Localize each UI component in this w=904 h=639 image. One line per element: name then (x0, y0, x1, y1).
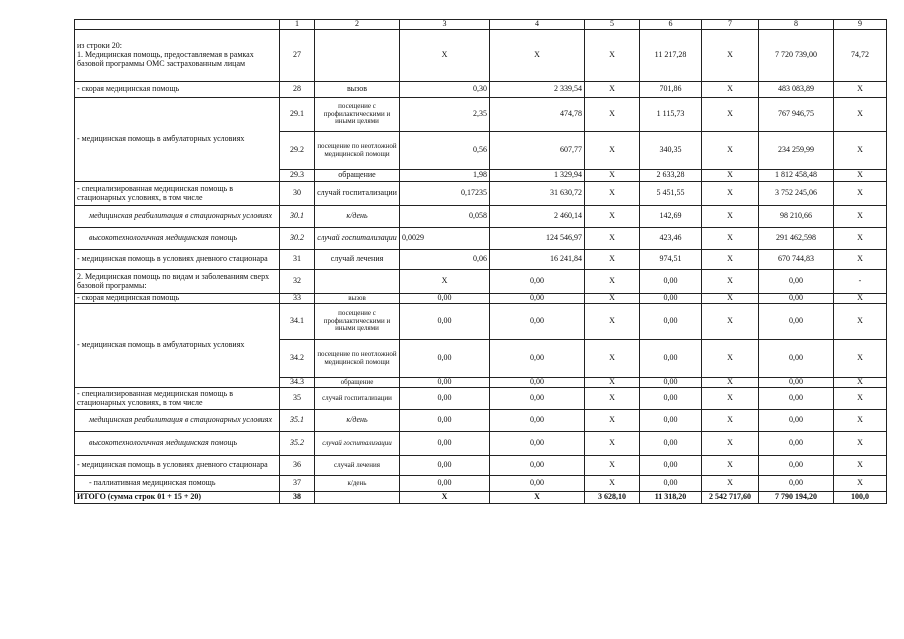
table-cell: X (702, 98, 759, 132)
header-cell: 6 (640, 20, 702, 30)
row-label: - скорая медицинская помощь (75, 82, 280, 98)
table-cell: 0,00 (400, 340, 490, 378)
table-cell: 3 628,10 (585, 492, 640, 504)
table-cell: 34.2 (280, 340, 315, 378)
table-row (75, 82, 887, 98)
table-cell: X (702, 206, 759, 228)
table-cell: X (585, 270, 640, 294)
table-cell: 0,00 (640, 476, 702, 492)
table-cell: X (702, 304, 759, 340)
table-cell: 98 210,66 (759, 206, 834, 228)
table-cell: 0,00 (490, 388, 585, 410)
table-cell: 0,00 (640, 340, 702, 378)
row-label: - медицинская помощь в амбулаторных условиях (75, 98, 280, 182)
table-cell: 0,00 (490, 476, 585, 492)
table-cell: 0,00 (490, 340, 585, 378)
table-cell: 340,35 (640, 132, 702, 170)
table-cell: 0,17235 (400, 182, 490, 206)
table-cell: 2 633,28 (640, 170, 702, 182)
table-cell: 124 546,97 (490, 228, 585, 250)
table-cell: 0,00 (640, 410, 702, 432)
table-cell (315, 492, 400, 504)
row-label: медицинская реабилитация в стационарных условиях (75, 410, 280, 432)
table-cell: 0,00 (759, 270, 834, 294)
table-cell: X (585, 170, 640, 182)
table-cell: X (702, 170, 759, 182)
table-cell (315, 270, 400, 294)
table-cell: X (834, 456, 887, 476)
table-cell: к/день (315, 410, 400, 432)
table-cell: 7 720 739,00 (759, 30, 834, 82)
table-row (75, 304, 887, 340)
table-cell: посещение по неотложной медицинской помощи (315, 340, 400, 378)
table-cell: 38 (280, 492, 315, 504)
table-cell: к/день (315, 206, 400, 228)
table-cell: X (702, 340, 759, 378)
table-cell: 36 (280, 456, 315, 476)
table-cell: X (585, 378, 640, 388)
table-cell: 30.2 (280, 228, 315, 250)
table-cell: X (702, 388, 759, 410)
row-label: - паллиативная медицинская помощь (75, 476, 280, 492)
table-cell: X (702, 432, 759, 456)
table-cell: 35.2 (280, 432, 315, 456)
table-cell: X (585, 182, 640, 206)
row-label: - медицинская помощь в условиях дневного стационара (75, 250, 280, 270)
table-cell: 1,98 (400, 170, 490, 182)
table-cell: 30 (280, 182, 315, 206)
table-cell: X (585, 340, 640, 378)
table-cell: 0,0029 (400, 228, 490, 250)
table-row (75, 228, 887, 250)
table-cell: X (702, 294, 759, 304)
table-cell: 0,00 (640, 456, 702, 476)
data-table (74, 19, 887, 504)
header-cell: 2 (315, 20, 400, 30)
table-cell: случай госпитализации (315, 388, 400, 410)
table-cell: 0,30 (400, 82, 490, 98)
table-cell: X (400, 30, 490, 82)
table-cell: 0,00 (640, 388, 702, 410)
header-row (75, 20, 887, 30)
table-cell: X (585, 294, 640, 304)
row-label: - скорая медицинская помощь (75, 294, 280, 304)
table-cell: 29.1 (280, 98, 315, 132)
table-cell: X (834, 432, 887, 456)
table-cell: X (834, 476, 887, 492)
table-cell: X (834, 410, 887, 432)
table-cell: 670 744,83 (759, 250, 834, 270)
table-cell: X (702, 30, 759, 82)
table-cell: 31 (280, 250, 315, 270)
table-cell: случай госпитализации (315, 432, 400, 456)
table-cell: посещение с профилактическими и иными целями (315, 98, 400, 132)
table-cell: 27 (280, 30, 315, 82)
table-cell: 142,69 (640, 206, 702, 228)
table-row (75, 432, 887, 456)
table-cell: X (702, 228, 759, 250)
table-cell: 11 318,20 (640, 492, 702, 504)
table-cell: X (834, 182, 887, 206)
table-cell: 0,00 (759, 294, 834, 304)
table-cell: X (702, 182, 759, 206)
row-label: - специализированная медицинская помощь в стационарных условиях, в том числе (75, 182, 280, 206)
table-cell: X (834, 304, 887, 340)
row-label: высокотехнологичная медицинская помощь (75, 228, 280, 250)
table-cell: 0,00 (640, 378, 702, 388)
table-row (75, 98, 887, 132)
table-cell: 974,51 (640, 250, 702, 270)
table-cell: случай лечения (315, 456, 400, 476)
table-cell: 2,35 (400, 98, 490, 132)
table-cell: 483 083,89 (759, 82, 834, 98)
table-cell: 2 339,54 (490, 82, 585, 98)
table-cell: 0,00 (640, 304, 702, 340)
table-cell: 0,00 (400, 388, 490, 410)
table-cell: 0,00 (400, 456, 490, 476)
table-cell: к/день (315, 476, 400, 492)
table-cell: посещение по неотложной медицинской помощи (315, 132, 400, 170)
table-cell: 2 542 717,60 (702, 492, 759, 504)
table-cell: X (834, 388, 887, 410)
table-row (75, 456, 887, 476)
table-cell: вызов (315, 82, 400, 98)
table-cell: 32 (280, 270, 315, 294)
table-cell: 1 115,73 (640, 98, 702, 132)
table-cell: X (585, 30, 640, 82)
table-cell: посещение с профилактическими и иными целями (315, 304, 400, 340)
table-cell: X (585, 228, 640, 250)
table-cell: 0,00 (759, 340, 834, 378)
table-cell: 0,00 (490, 410, 585, 432)
table-cell: 29.3 (280, 170, 315, 182)
table-cell: X (702, 270, 759, 294)
table-cell: 0,00 (400, 304, 490, 340)
table-cell: 74,72 (834, 30, 887, 82)
table-row (75, 476, 887, 492)
table-cell: 37 (280, 476, 315, 492)
table-cell: X (834, 378, 887, 388)
table-cell: 0,00 (759, 388, 834, 410)
table-cell: 31 630,72 (490, 182, 585, 206)
table-cell: X (585, 82, 640, 98)
table-cell: 28 (280, 82, 315, 98)
table-cell: 1 812 458,48 (759, 170, 834, 182)
table-cell: 701,86 (640, 82, 702, 98)
table-cell: 35.1 (280, 410, 315, 432)
table-cell: обращение (315, 378, 400, 388)
table-cell: случай лечения (315, 250, 400, 270)
table-row (75, 206, 887, 228)
table-row (75, 182, 887, 206)
table-cell: X (834, 82, 887, 98)
table-cell: случай госпитализации (315, 228, 400, 250)
table-cell: 607,77 (490, 132, 585, 170)
table-cell: X (585, 304, 640, 340)
table-cell: 0,00 (400, 378, 490, 388)
header-cell: 5 (585, 20, 640, 30)
table-cell: 0,00 (640, 294, 702, 304)
table-cell: 1 329,94 (490, 170, 585, 182)
row-label: ИТОГО (сумма строк 01 + 15 + 20) (75, 492, 280, 504)
table-cell: 0,00 (759, 476, 834, 492)
table-cell: 2 460,14 (490, 206, 585, 228)
row-label: из строки 20: 1. Медицинская помощь, предоставляемая в рамках базовой программы ОМС застрахованным лицам (75, 30, 280, 82)
table-cell: X (585, 476, 640, 492)
table-cell: X (400, 270, 490, 294)
table-cell: X (834, 98, 887, 132)
table-row (75, 294, 887, 304)
table-cell: случай госпитализации (315, 182, 400, 206)
table-cell: 0,00 (490, 294, 585, 304)
table-cell: 0,00 (400, 432, 490, 456)
table-row (75, 250, 887, 270)
table-cell: 11 217,28 (640, 30, 702, 82)
table-cell: X (490, 492, 585, 504)
table-cell: 0,00 (759, 410, 834, 432)
row-label: - медицинская помощь в условиях дневного стационара (75, 456, 280, 476)
table-cell: X (834, 294, 887, 304)
table-cell: X (702, 410, 759, 432)
table-cell: 0,00 (759, 432, 834, 456)
table-cell: 474,78 (490, 98, 585, 132)
table-row (75, 30, 887, 82)
table-cell: обращение (315, 170, 400, 182)
table-cell: 0,00 (490, 456, 585, 476)
table-cell: 16 241,84 (490, 250, 585, 270)
table-cell: 0,00 (640, 432, 702, 456)
table-cell: 35 (280, 388, 315, 410)
row-label: - специализированная медицинская помощь в стационарных условиях, в том числе (75, 388, 280, 410)
table-cell: 0,00 (400, 476, 490, 492)
table-cell: X (702, 132, 759, 170)
table-cell: X (585, 456, 640, 476)
table-cell: 0,00 (759, 304, 834, 340)
table-cell: 3 752 245,06 (759, 182, 834, 206)
table-cell: 234 259,99 (759, 132, 834, 170)
table-cell: 0,00 (490, 378, 585, 388)
table-cell: 30.1 (280, 206, 315, 228)
table-cell: 0,058 (400, 206, 490, 228)
table-row (75, 270, 887, 294)
table-cell: 767 946,75 (759, 98, 834, 132)
table-cell: 0,06 (400, 250, 490, 270)
table-cell: X (585, 250, 640, 270)
table-cell: 33 (280, 294, 315, 304)
header-cell: 8 (759, 20, 834, 30)
row-label: 2. Медицинская помощь по видам и заболеваниям сверх базовой программы: (75, 270, 280, 294)
table-cell: X (702, 250, 759, 270)
table-cell: 0,00 (400, 294, 490, 304)
table-row (75, 410, 887, 432)
table-cell: X (834, 228, 887, 250)
table-cell: X (490, 30, 585, 82)
table-cell: X (585, 432, 640, 456)
table-cell: X (834, 170, 887, 182)
table-cell: X (585, 132, 640, 170)
row-label: высокотехнологичная медицинская помощь (75, 432, 280, 456)
table-cell (315, 30, 400, 82)
header-cell: 9 (834, 20, 887, 30)
table-cell: 0,00 (759, 378, 834, 388)
table-cell: X (702, 456, 759, 476)
table-cell: X (834, 132, 887, 170)
table-row (75, 388, 887, 410)
table-cell: X (702, 378, 759, 388)
table-cell: X (585, 388, 640, 410)
table-cell: 0,00 (640, 270, 702, 294)
table-cell: X (585, 410, 640, 432)
header-cell: 7 (702, 20, 759, 30)
table-cell: 34.1 (280, 304, 315, 340)
header-cell: 1 (280, 20, 315, 30)
table-cell: 34.3 (280, 378, 315, 388)
header-cell: 4 (490, 20, 585, 30)
table-cell: X (834, 250, 887, 270)
table-cell: 0,00 (400, 410, 490, 432)
table-cell: 100,0 (834, 492, 887, 504)
table-cell: 291 462,598 (759, 228, 834, 250)
table-cell: 0,00 (490, 304, 585, 340)
table-cell: 7 790 194,20 (759, 492, 834, 504)
table-cell: 0,00 (759, 456, 834, 476)
table-cell: X (834, 340, 887, 378)
row-label: - медицинская помощь в амбулаторных условиях (75, 304, 280, 388)
table-cell: X (702, 476, 759, 492)
header-cell: 3 (400, 20, 490, 30)
table-cell: X (400, 492, 490, 504)
table-row (75, 492, 887, 504)
table-cell: X (702, 82, 759, 98)
table-cell: 5 451,55 (640, 182, 702, 206)
table-cell: 0,56 (400, 132, 490, 170)
table-cell: X (585, 206, 640, 228)
table-cell: X (585, 98, 640, 132)
row-label: медицинская реабилитация в стационарных условиях (75, 206, 280, 228)
table-cell: 0,00 (490, 432, 585, 456)
table-cell: 29.2 (280, 132, 315, 170)
table-cell: 423,46 (640, 228, 702, 250)
table-cell: вызов (315, 294, 400, 304)
table-cell: 0,00 (490, 270, 585, 294)
table-cell: X (834, 206, 887, 228)
table-cell: - (834, 270, 887, 294)
header-cell (75, 20, 280, 30)
